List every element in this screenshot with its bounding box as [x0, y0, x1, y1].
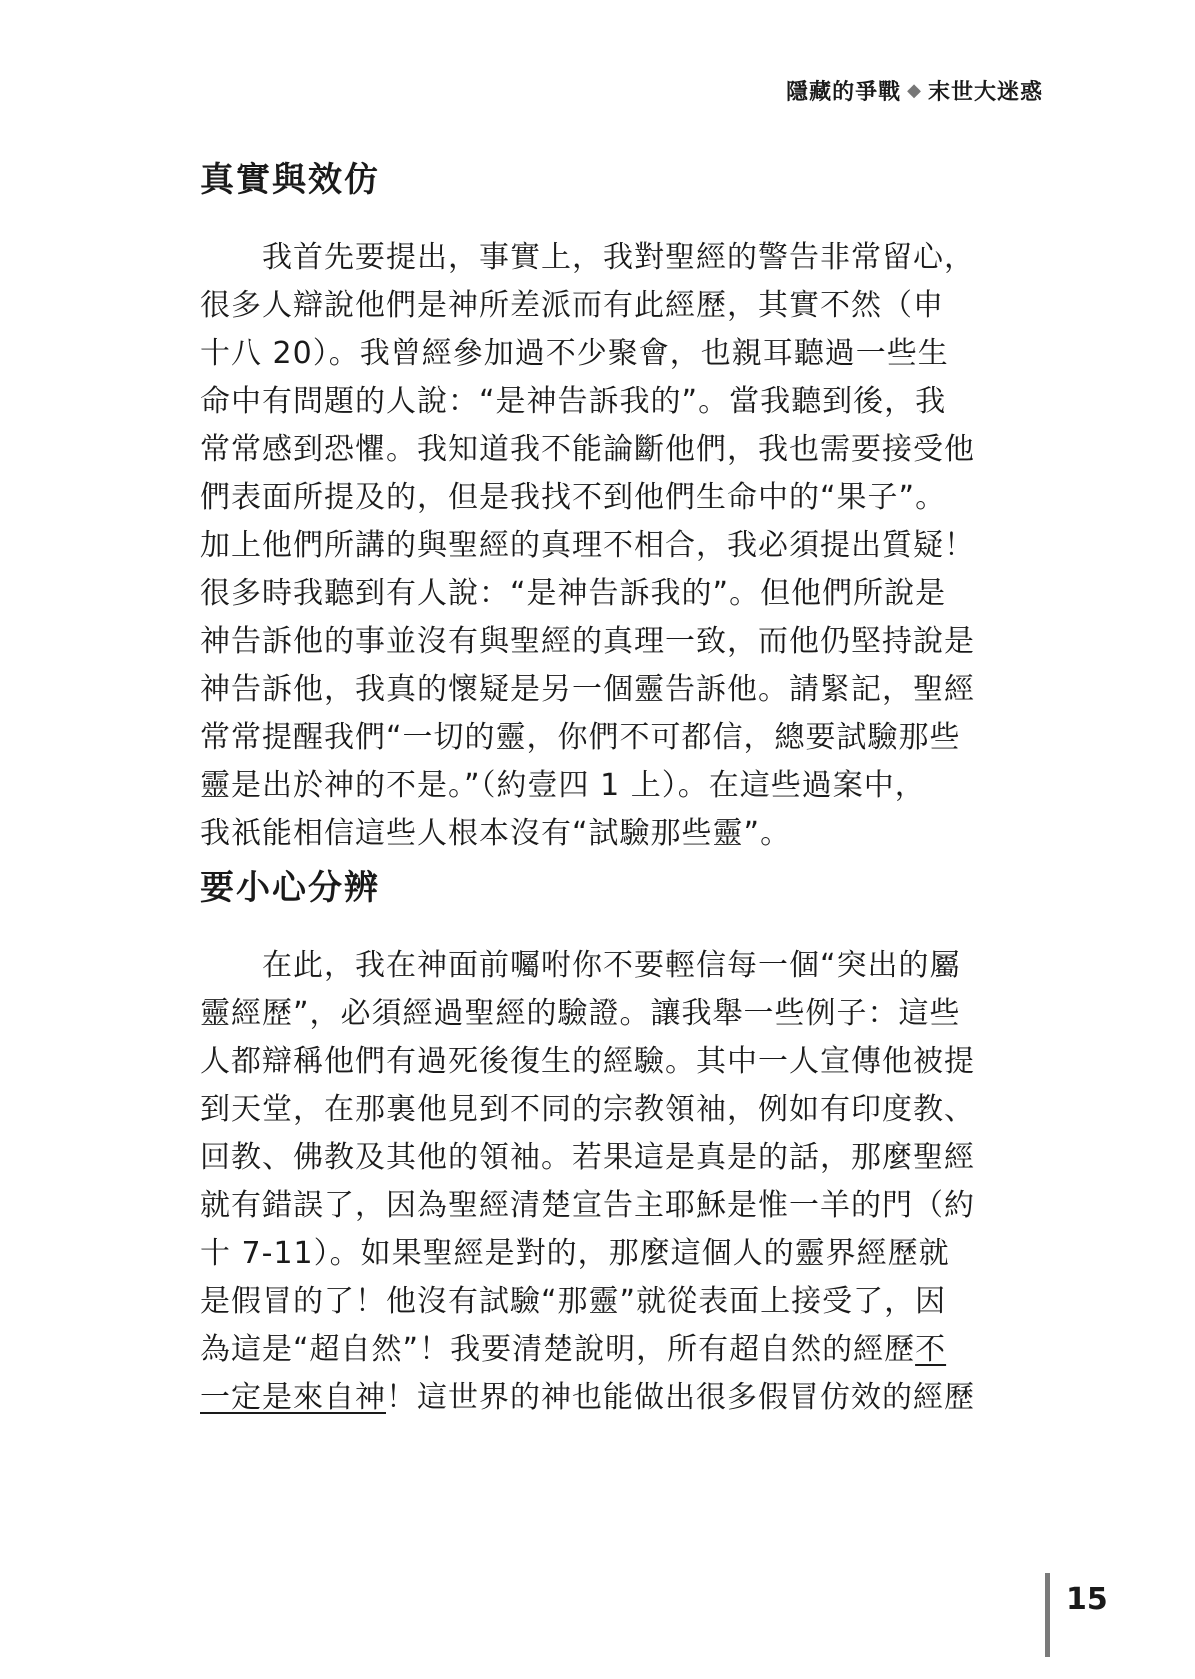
paragraph-line: 們表面所提及的，但是我找不到他們生命中的“果子”。 — [200, 480, 947, 515]
paragraph-line: 十 7-11）。如果聖經是對的，那麼這個人的靈界經歷就 — [200, 1236, 950, 1271]
section-heading-truth-and-imitation: 真實與效仿 — [200, 160, 380, 200]
line-text: ！這世界的神也能做出很多假冒仿效的經歷 — [386, 1380, 975, 1415]
underlined-text: 不 — [915, 1332, 947, 1367]
paragraph-line: 神告訴他，我真的懷疑是另一個靈告訴他。請緊記，聖經 — [200, 672, 975, 707]
paragraph-line: 神告訴他的事並沒有與聖經的真理一致，而他仍堅持說是 — [200, 624, 975, 659]
running-header — [786, 70, 1043, 110]
diamond-separator-icon: ◆ — [907, 79, 922, 101]
paragraph-line — [200, 1326, 1050, 1374]
line-text: 為這是“超自然”！我要清楚說明，所有超自然的經歷 — [200, 1332, 916, 1367]
paragraph-line: 命中有問題的人說：“是神告訴我的”。當我聽到後，我 — [200, 384, 947, 419]
paragraph-line: 是假冒的了！他沒有試驗“那靈”就從表面上接受了，因 — [200, 1284, 947, 1319]
paragraph-line — [200, 1374, 1050, 1422]
book-title: 隱藏的爭戰 — [786, 79, 902, 105]
paragraph-line: 回教、佛教及其他的領袖。若果這是真是的話，那麼聖經 — [200, 1140, 975, 1175]
paragraph-line: 加上他們所講的與聖經的真理不相合，我必須提出質疑！ — [200, 528, 975, 563]
page-number: 15 — [1066, 1582, 1108, 1617]
paragraph-be-discerning — [200, 942, 1050, 1422]
series-title: 末世大迷惑 — [927, 79, 1043, 105]
paragraph-line: 常常感到恐懼。我知道我不能論斷他們，我也需要接受他 — [200, 432, 975, 467]
paragraph-line: 在此，我在神面前囑咐你不要輕信每一個“突出的屬 — [262, 948, 961, 983]
paragraph-line: 人都辯稱他們有過死後復生的經驗。其中一人宣傳他被提 — [200, 1044, 975, 1079]
paragraph-line: 很多時我聽到有人說：“是神告訴我的”。但他們所說是 — [200, 576, 947, 611]
underlined-text: 一定是來自神 — [200, 1380, 386, 1415]
page-number-rule — [1045, 1573, 1050, 1657]
paragraph-truth-and-imitation — [200, 234, 1050, 858]
paragraph-line: 我祇能相信這些人根本沒有“試驗那些靈”。 — [200, 816, 792, 851]
paragraph-line: 常常提醒我們“一切的靈，你們不可都信，總要試驗那些 — [200, 720, 961, 755]
paragraph-line: 我首先要提出，事實上，我對聖經的警告非常留心， — [262, 240, 975, 275]
paragraph-line: 十八 20）。我曾經參加過不少聚會，也親耳聽過一些生 — [200, 336, 949, 371]
paragraph-line: 靈經歷”，必須經過聖經的驗證。讓我舉一些例子：這些 — [200, 996, 961, 1031]
paragraph-line: 很多人辯說他們是神所差派而有此經歷，其實不然（申 — [200, 288, 944, 323]
paragraph-line: 到天堂，在那裏他見到不同的宗教領袖，例如有印度教、 — [200, 1092, 975, 1127]
section-heading-be-discerning: 要小心分辨 — [200, 868, 380, 908]
paragraph-line: 就有錯誤了，因為聖經清楚宣告主耶穌是惟一羊的門（約 — [200, 1188, 975, 1223]
paragraph-line: 靈是出於神的不是。”（約壹四 1 上）。在這些過案中， — [200, 768, 926, 803]
